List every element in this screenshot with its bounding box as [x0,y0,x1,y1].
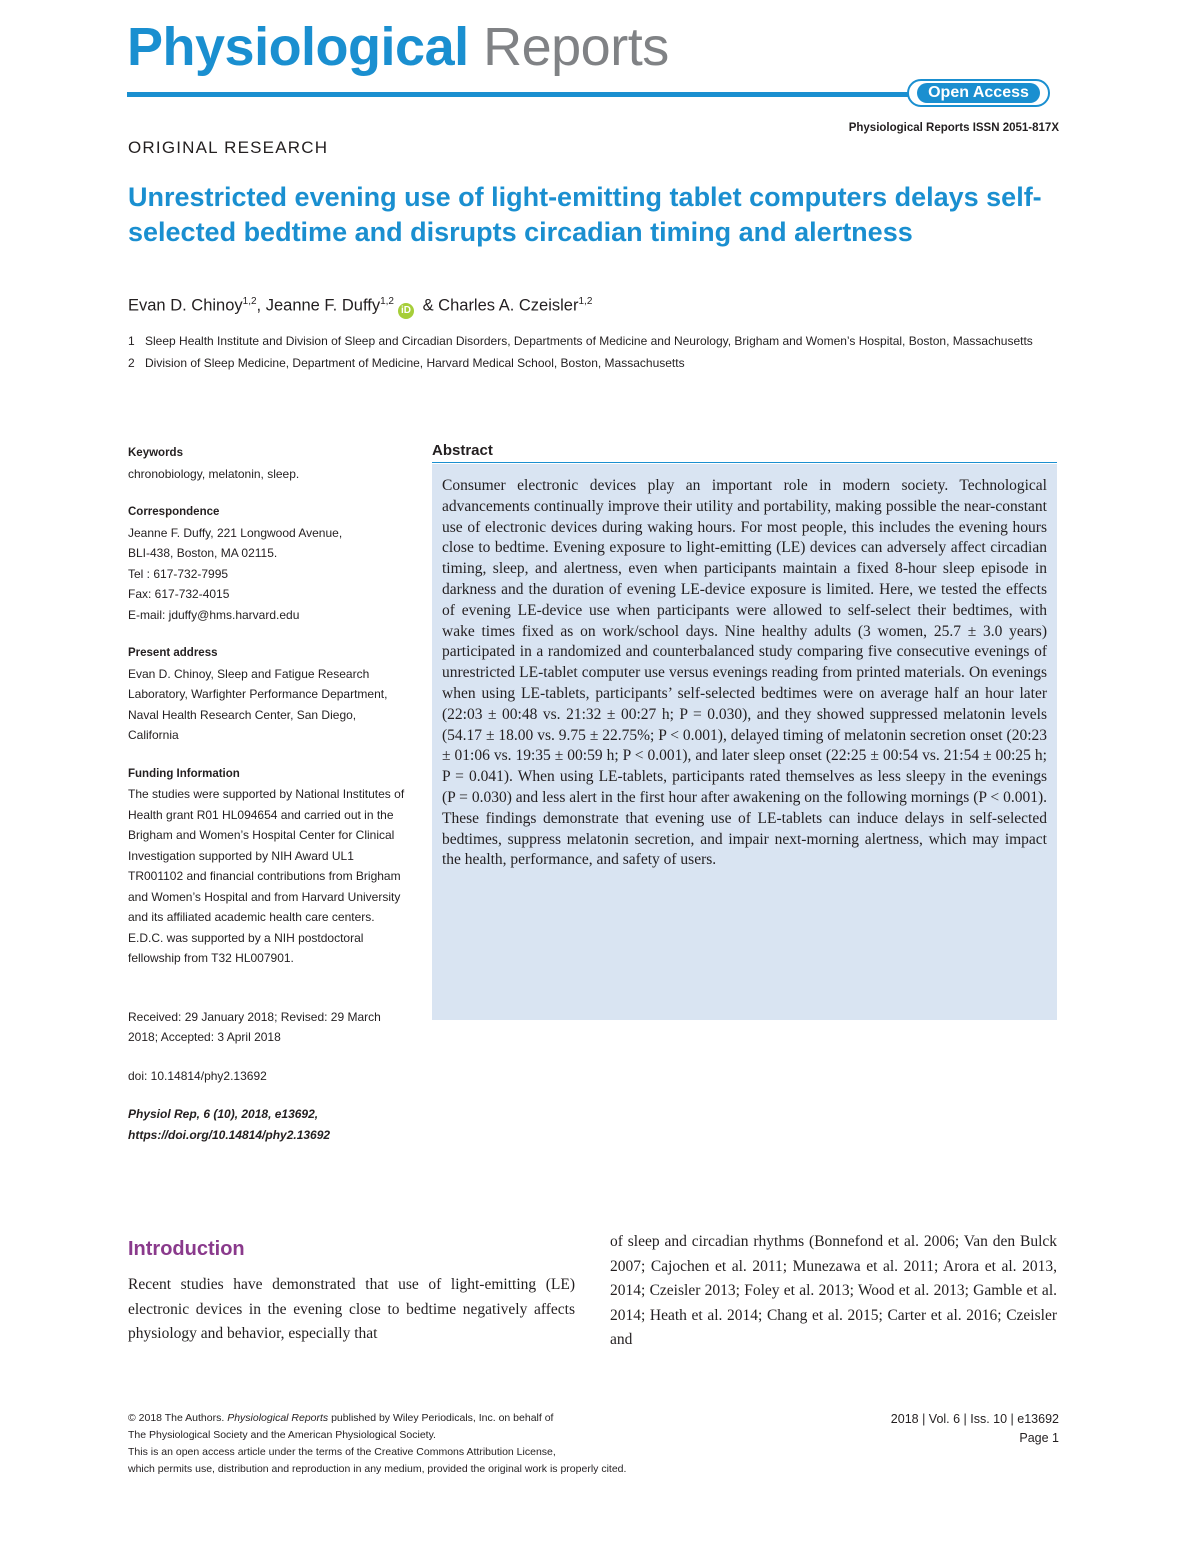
correspondence-line: BLI-438, Boston, MA 02115. [128,546,278,560]
copyright-journal: Physiological Reports [227,1412,329,1424]
funding-heading: Funding Information [128,767,240,780]
volume-info: 2018 | Vol. 6 | Iss. 10 | e13692 [890,1412,1059,1426]
license-line: This is an open access article under the terms of the Creative Commons Attribution License, [128,1446,556,1458]
present-address-text: Evan D. Chinoy, Sleep and Fatigue Research Laboratory, Warfighter Performance Department, Naval Health Research Center, San Diego, California [128,666,388,742]
introduction-heading: Introduction [128,1238,245,1260]
author-affiliation-sup: 1,2 [242,296,257,307]
introduction-text-left: Recent studies have demonstrated that use of light-emitting (LE) electronic devices in the evening close to bedtime negatively affects physiology and behavior, especially that [128,1276,575,1342]
introduction-text-right: of sleep and circadian rhythms (Bonnefond et al. 2006; Van den Bulck 2007; Cajochen et al. 2011; Munezawa et al. 2011; Arora et al. 2013, 2014; Czeisler 2013; Foley et al. 2013; Wood et al. 2013; Gamble et al. 2014; Heath et al. 2014; Chang et al. 2015; Carter et al. 2016; Czeisler and [610,1233,1057,1348]
open-access-label: Open Access [917,83,1040,103]
abstract-rule [432,462,1057,463]
copyright-rest: published by Wiley Periodicals, Inc. on behalf of [328,1412,554,1424]
correspondence-line: Fax: 617-732-4015 [128,587,230,601]
author-list [128,296,592,319]
doi-block [128,1066,410,1087]
license-footer [128,1410,778,1478]
license-line: which permits use, distribution and reproduction in any medium, provided the original work is properly cited. [128,1463,627,1475]
keywords-text: chronobiology, melatonin, sleep. [128,466,300,481]
journal-name-bold: Physiological [127,17,469,77]
author-separator: & [417,296,439,315]
affiliation-item [128,354,1058,373]
page-info [891,1410,1059,1448]
journal-name-light: Reports [483,17,669,77]
section-label: ORIGINAL RESEARCH [128,138,329,157]
author-separator: , [256,296,266,315]
issn-line: Physiological Reports ISSN 2051-817X [848,122,1059,134]
dates-block [128,1007,410,1048]
affiliation-number: 2 [128,356,135,370]
citation-text: Physiol Rep, 6 (10), 2018, e13692, [128,1107,319,1121]
open-access-badge [907,79,1050,107]
funding-block [128,764,410,969]
affiliation-number: 1 [128,334,135,348]
author-affiliation-sup: 1,2 [578,296,593,307]
abstract-heading: Abstract [432,442,493,459]
abstract-box [432,464,1057,1020]
abstract-text: Consumer electronic devices play an important role in modern society. Technological advancements continually improve their utility and portability, making possible the near-constant use of electronic devices during waking hours. For most people, this includes the evening hours close to bedtime. Evening exposure to light-emitting (LE) devices can adversely affect circadian timing, sleep, and alertness, even when participants maintain a fixed 8-hour sleep episode in darkness and the duration of evening LE-device exposure is limited. Here, we tested the effects of evening LE-device use when participants were allowed to self-select their bedtimes, with wake times fixed as on work/school days. Nine healthy adults (3 women, 25.7 ± 3.0 years) participated in a randomized and counterbalanced study comparing five consecutive evenings of unrestricted LE-tablet computer use versus evenings reading from printed materials. On evenings when using LE-tablets, participants’ self-selected bedtimes were on average half an hour later (22:03 ± 00:48 vs. 21:32 ± 00:27 h; P = 0.030), and they showed suppressed melatonin levels (54.17 ± 18.00 vs. 9.75 ± 22.75%; P < 0.001), delayed timing of melatonin secretion onset (20:23 ± 01:06 vs. 19:35 ± 00:59 h; P < 0.001), and later sleep onset (22:25 ± 00:54 vs. 21:54 ± 00:25 h; P = 0.041). When using LE-tablets, participants rated themselves as less sleepy in the evenings (P = 0.030) and less alert in the first hour after awakening on the following mornings (P < 0.001). These findings demonstrate that evening use of LE-tablets can induce delays in self-selected bedtimes, suppress melatonin secretion, and impair next-morning alertness, which may impact the health, performance, and safety of users. [442,477,1047,869]
keywords-heading: Keywords [128,447,183,459]
author-name[interactable]: Jeanne F. Duffy [265,296,381,315]
article-info-sidebar [128,443,410,1163]
copyright-line [128,1410,778,1427]
doi-link[interactable]: doi: 10.14814/phy2.13692 [128,1068,267,1083]
societies-line: The Physiological Society and the American Physiological Society. [128,1429,436,1441]
affiliation-item [128,332,1058,351]
author-name[interactable]: Charles A. Czeisler [438,296,579,315]
article-title: Unrestricted evening use of light-emitting tablet computers delays self-selected bedtime and disrupts circadian timing and alertness [128,182,1042,247]
journal-masthead [127,14,1052,101]
journal-logo [127,14,669,80]
present-address-block [128,643,410,746]
correspondence-line: Jeanne F. Duffy, 221 Longwood Avenue, [128,525,343,540]
copyright-prefix: © 2018 The Authors. [128,1412,228,1424]
correspondence-line: Tel : 617-732-7995 [128,566,229,581]
author-name[interactable]: Evan D. Chinoy [128,296,243,315]
received-dates: Received: 29 January 2018; Revised: 29 March 2018; Accepted: 3 April 2018 [128,1009,381,1044]
funding-text: The studies were supported by National Institutes of Health grant R01 HL094654 and carried out in the Brigham and Women’s Hospital Center for Clinical Investigation supported by NIH Award UL1 TR001102 and financial contributions from Brigham and Women’s Hospital and from Harvard University and its affiliated academic health care centers. E.D.C. was supported by a NIH postdoctoral fellowship from T32 HL007901. [128,787,405,965]
correspondence-block [128,502,410,625]
citation-url[interactable]: https://doi.org/10.14814/phy2.13692 [128,1127,331,1142]
masthead-rule [127,92,908,97]
affiliation-text: Division of Sleep Medicine, Department of Medicine, Harvard Medical School, Boston, Massachusetts [145,356,685,370]
correspondence-heading: Correspondence [128,506,220,518]
affiliation-text: Sleep Health Institute and Division of Sleep and Circadian Disorders, Departments of Medicine and Neurology, Brigham and Women’s Hospital, Boston, Massachusetts [145,334,1033,348]
present-address-heading: Present address [128,647,218,659]
correspondence-email[interactable]: E-mail: jduffy@hms.harvard.edu [128,607,300,622]
author-affiliation-sup: 1,2 [380,296,394,307]
citation-block [128,1104,410,1145]
keywords-block [128,443,410,484]
page-number: Page 1 [1019,1431,1059,1445]
affiliations [128,332,1058,376]
orcid-icon[interactable]: iD [398,303,414,319]
